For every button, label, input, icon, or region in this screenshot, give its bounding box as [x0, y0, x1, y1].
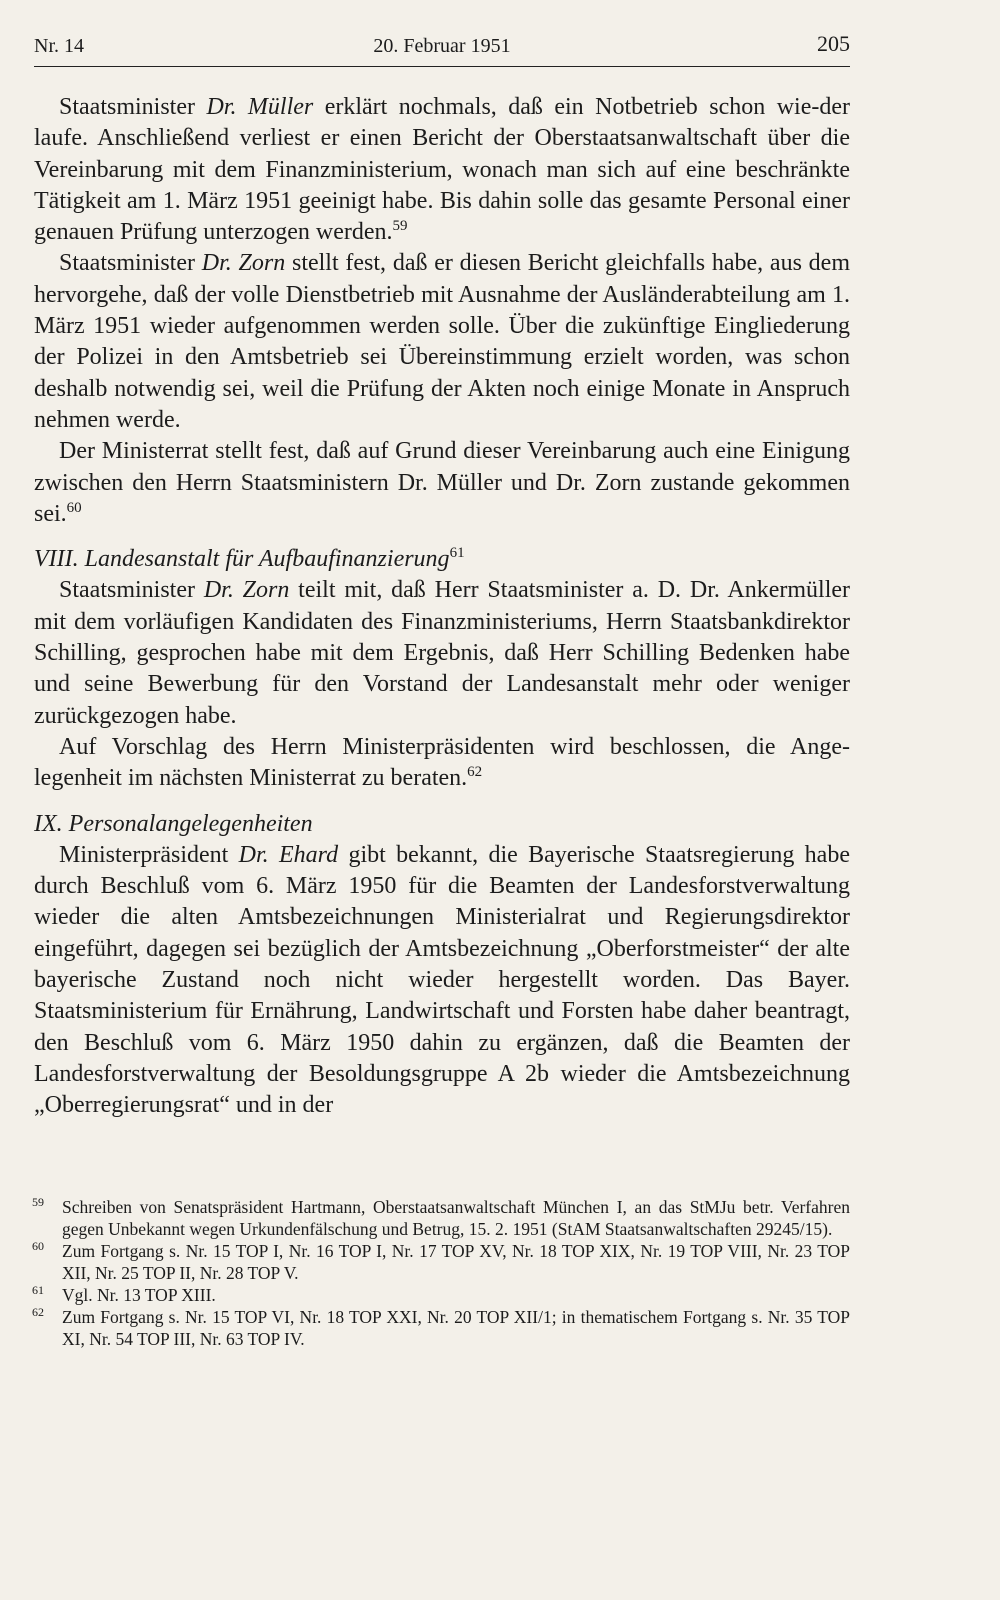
speaker-name: Dr. Zorn — [203, 577, 290, 604]
page-number: 205 — [817, 31, 850, 56]
text-run: erklärt nochmals, daß ein Notbetrieb schon wie-der laufe. Anschließend verliest er einen Bericht der Oberstaatsanwaltschaft über die Vereinbarung mit dem Finanzministerium, wonach man sich auf eine beschränkte Tätigkeit am 1. März 1951 geeinigt habe. Bis dahin solle das gesamte Personal einer genauen Prüfung unterzogen werden. — [34, 94, 850, 246]
footnotes — [34, 1196, 850, 1350]
text-run: Auf Vorschlag des Herrn Ministerpräsidenten wird beschlossen, die Angelegenheit im nächsten Ministerrat zu beraten. — [34, 733, 850, 792]
footnote-text: Zum Fortgang s. Nr. 15 TOP VI, Nr. 18 TOP XXI, Nr. 20 TOP XII/1; in thematischem Fortgang s. Nr. 35 TOP XI, Nr. 54 TOP III, Nr. 63 TOP IV. — [62, 1307, 850, 1349]
text-run: teilt mit, daß Herr Staatsminister a. D. Dr. Ankermüller mit dem vorläufigen Kandidaten des Finanzministeriums, Herrn Staatsbankdirektor Schilling, gesprochen habe mit dem Ergebnis, daß Herr Schilling Bedenken habe und seine Bewerbung für den Vorstand der Landesanstalt mehr oder weniger zurückgezogen habe. — [34, 577, 851, 729]
speaker-name: Dr. Müller — [206, 94, 314, 120]
running-header — [34, 31, 850, 66]
speaker-name: Dr. Ehard — [238, 841, 339, 868]
text-run: gibt bekannt, die Bayerische Staatsregierung habe durch Beschluß vom 6. März 1950 für die Beamten der Landesforstverwaltung wieder die alten Amtsbezeichnungen Ministerialrat und Regierungsdirektor eingeführt, dagegen sei bezüglich der Amtsbezeichnung „Oberforstmeister“ der alte bayerische Zustand noch nicht wieder hergestellt worden. Das Bayer. Staatsministerium für Ernährung, Landwirtschaft und Forsten habe daher beantragt, den Beschluß vom 6. März 1950 dahin zu ergänzen, daß die Beamten der Landesforstverwaltung der Besoldungsgruppe A 2b wieder die Amtsbezeichnung „Oberregierungsrat“ und in der — [34, 841, 850, 1119]
text-run: Staatsminister — [59, 250, 202, 277]
footnote-ref[interactable]: 61 — [449, 545, 465, 562]
body-text — [34, 92, 850, 1122]
footnote-text: Zum Fortgang s. Nr. 15 TOP I, Nr. 16 TOP I, Nr. 17 TOP XV, Nr. 18 TOP XIX, Nr. 19 TOP VIII, Nr. 23 TOP XII, Nr. 25 TOP II, Nr. 28 TOP V. — [62, 1241, 850, 1283]
footnote-60 — [34, 1240, 850, 1284]
text-run: stellt fest, daß er diesen Bericht gleichfalls habe, aus dem hervorgehe, daß der volle Dienstbetrieb mit Ausnahme der Ausländerabteilung am 1. März 1951 wieder aufgenommen werden solle. Über die zukünftige Eingliederung der Polizei in den Amtsbetrieb sei Übereinstimmung erzielt worden, was schon deshalb notwendig sei, weil die Prüfung der Akten noch einige Monate in Anspruch nehmen werde. — [34, 250, 850, 433]
paragraph-beschluss — [34, 732, 850, 795]
footnote-ref[interactable]: 62 — [467, 764, 483, 781]
footnote-number: 59 — [32, 1195, 44, 1209]
footnote-62 — [34, 1306, 850, 1350]
issue-number: Nr. 14 — [34, 35, 84, 57]
footnote-61 — [34, 1284, 850, 1306]
footnote-number: 62 — [32, 1305, 44, 1319]
text-run: Ministerpräsident — [59, 841, 239, 868]
text-run: Staatsminister — [59, 577, 204, 604]
text-run: Staatsminister — [59, 94, 207, 120]
paragraph-ministerrat — [34, 436, 850, 530]
heading-text: VIII. Landesanstalt für Aufbaufinanzierung — [34, 546, 450, 573]
footnote-number: 60 — [32, 1239, 44, 1253]
header-date: 20. Februar 1951 — [373, 35, 511, 57]
footnote-ref[interactable]: 59 — [392, 218, 408, 235]
section-heading-ix — [34, 809, 850, 840]
footnote-text: Schreiben von Senatspräsident Hartmann, Oberstaatsanwaltschaft München I, an das StMJu betr. Verfahren gegen Unbekannt wegen Urkundenfälschung und Betrug, 15. 2. 1951 (StAM Staatsanwaltschaften 29245/15). — [62, 1197, 850, 1239]
speaker-name: Dr. Zorn — [201, 250, 286, 277]
footnote-ref[interactable]: 60 — [66, 499, 82, 516]
heading-text: IX. Personalangelegenheiten — [34, 810, 313, 837]
paragraph-zorn-ankermueller — [34, 575, 850, 731]
paragraph-zorn — [34, 248, 850, 436]
section-heading-viii — [34, 544, 850, 575]
paragraph-ehard — [34, 840, 850, 1122]
paragraph-mueller — [34, 92, 850, 248]
header-rule — [34, 66, 850, 67]
footnote-59 — [34, 1196, 850, 1240]
footnote-text: Vgl. Nr. 13 TOP XIII. — [62, 1285, 216, 1305]
text-run: Der Ministerrat stellt fest, daß auf Grund dieser Vereinbarung auch eine Einigung zwischen den Herrn Staatsministern Dr. Müller und Dr. Zorn zustande gekommen sei. — [34, 438, 850, 527]
footnote-number: 61 — [32, 1283, 44, 1297]
